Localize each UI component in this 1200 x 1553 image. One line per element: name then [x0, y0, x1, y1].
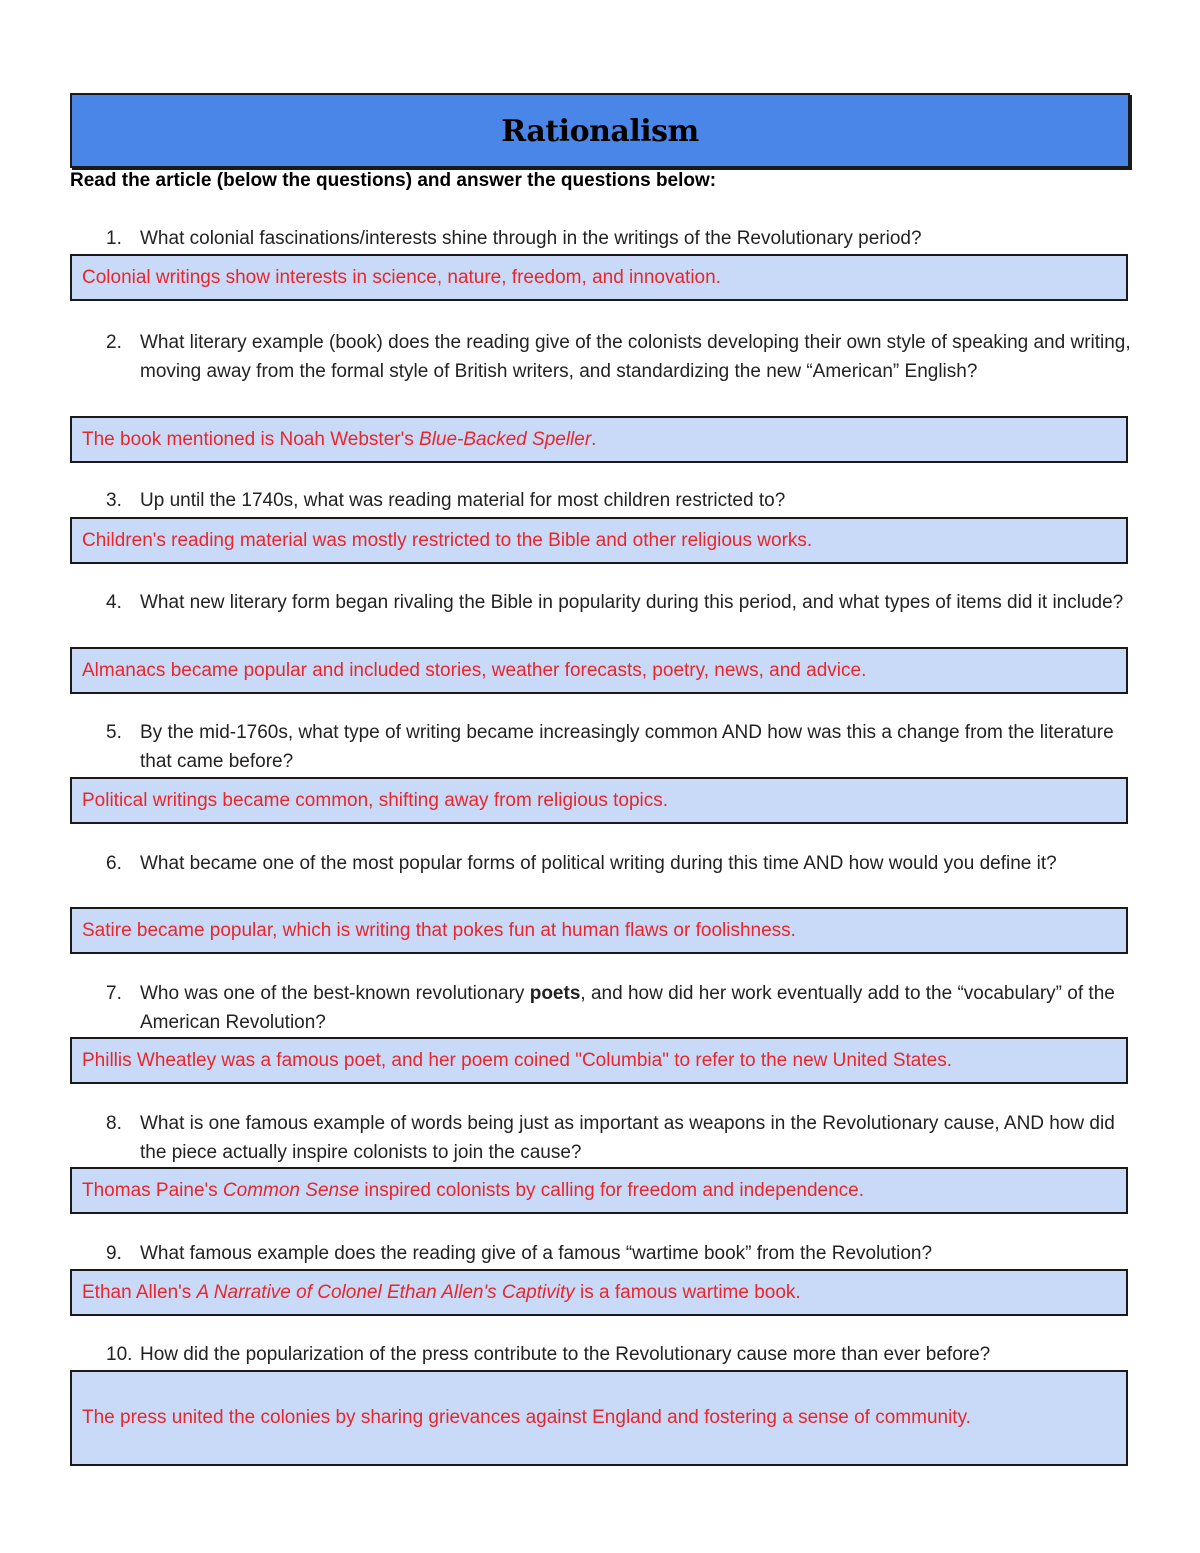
answer-text-part: Ethan Allen's [82, 1281, 197, 1303]
answer-box-5[interactable] [70, 777, 1128, 824]
answer-text [82, 429, 596, 451]
question-9 [106, 1240, 1136, 1269]
question-text: How did the popularization of the press contribute to the Revolutionary cause more than ever before? [140, 1344, 991, 1365]
title-banner [70, 93, 1130, 168]
question-number: 5. [106, 722, 122, 743]
answer-text [82, 1180, 864, 1202]
question-text: Up until the 1740s, what was reading material for most children restricted to? [140, 490, 786, 511]
question-number: 9. [106, 1243, 122, 1264]
instructions: Read the article (below the questions) and answer the questions below: [70, 170, 717, 191]
answer-text: Children's reading material was mostly restricted to the Bible and other religious works. [82, 529, 813, 551]
answer-text-part: . [591, 428, 597, 450]
answer-text: Political writings became common, shifting away from religious topics. [82, 789, 669, 811]
question-6 [106, 850, 1136, 879]
question-8 [106, 1110, 1136, 1167]
answer-text-part: Thomas Paine's [82, 1179, 223, 1201]
answer-box-10[interactable] [70, 1370, 1128, 1466]
question-text: What is one famous example of words being just as important as weapons in the Revolutionary cause, AND how did the piece actually inspire colonists to join the cause? [140, 1113, 1115, 1163]
book-title: Common Sense [222, 1179, 360, 1201]
answer-box-2[interactable] [70, 416, 1128, 463]
question-number: 8. [106, 1113, 122, 1134]
question-3 [106, 487, 1136, 516]
question-text: What famous example does the reading give of a famous “wartime book” from the Revolution? [140, 1243, 933, 1264]
question-number: 2. [106, 332, 122, 353]
answer-text-part: is a famous wartime book. [574, 1281, 801, 1303]
answer-text: Phillis Wheatley was a famous poet, and her poem coined "Columbia" to refer to the new United States. [82, 1049, 953, 1071]
page-title: Rationalism [501, 114, 699, 149]
question-2 [106, 329, 1136, 386]
question-text: By the mid-1760s, what type of writing became increasingly common AND how was this a change from the literature that came before? [140, 722, 1114, 772]
answer-text: The press united the colonies by sharing grievances against England and fostering a sense of community. [82, 1407, 971, 1428]
question-text: What became one of the most popular forms of political writing during this time AND how would you define it? [140, 853, 1057, 874]
answer-box-1[interactable] [70, 254, 1128, 301]
answer-box-4[interactable] [70, 647, 1128, 694]
answer-text [82, 1282, 801, 1304]
answer-text-part: The book mentioned is Noah Webster's [82, 428, 420, 450]
question-text [106, 980, 1136, 1037]
answer-box-7[interactable] [70, 1037, 1128, 1084]
book-title: Blue-Backed Speller [419, 428, 592, 450]
question-number: 3. [106, 490, 122, 511]
question-number: 7. [106, 983, 122, 1004]
emphasized-word: poets [529, 983, 581, 1004]
question-text: What new literary form began rivaling the Bible in popularity during this period, and what types of items did it include? [140, 592, 1124, 613]
answer-box-6[interactable] [70, 907, 1128, 954]
question-10 [106, 1341, 1136, 1370]
answer-text: Satire became popular, which is writing that pokes fun at human flaws or foolishness. [82, 919, 796, 941]
answer-text-part: inspired colonists by calling for freedom and independence. [359, 1179, 865, 1201]
answer-text: Colonial writings show interests in science, nature, freedom, and innovation. [82, 266, 721, 288]
question-number: 10. [106, 1344, 133, 1365]
answer-box-3[interactable] [70, 517, 1128, 564]
question-text-part: Who was one of the best-known revolutionary [140, 983, 530, 1004]
question-text-part: , and how did her work eventually add to the “vocabulary” of the American Revolution? [140, 983, 1115, 1033]
answer-box-8[interactable] [70, 1167, 1128, 1214]
question-text: What literary example (book) does the reading give of the colonists developing their own style of speaking and writing, moving away from the formal style of British writers, and standardizing the new “American” English? [140, 332, 1131, 382]
question-number: 6. [106, 853, 122, 874]
answer-box-9[interactable] [70, 1269, 1128, 1316]
question-number: 4. [106, 592, 122, 613]
question-1 [106, 225, 1136, 254]
book-title: A Narrative of Colonel Ethan Allen's Captivity [196, 1281, 575, 1303]
question-number: 1. [106, 228, 122, 249]
answer-text: Almanacs became popular and included stories, weather forecasts, poetry, news, and advice. [82, 659, 867, 681]
question-5 [106, 719, 1136, 776]
question-text: What colonial fascinations/interests shine through in the writings of the Revolutionary period? [140, 228, 922, 249]
question-4 [106, 589, 1136, 618]
question-7 [106, 980, 1136, 1037]
